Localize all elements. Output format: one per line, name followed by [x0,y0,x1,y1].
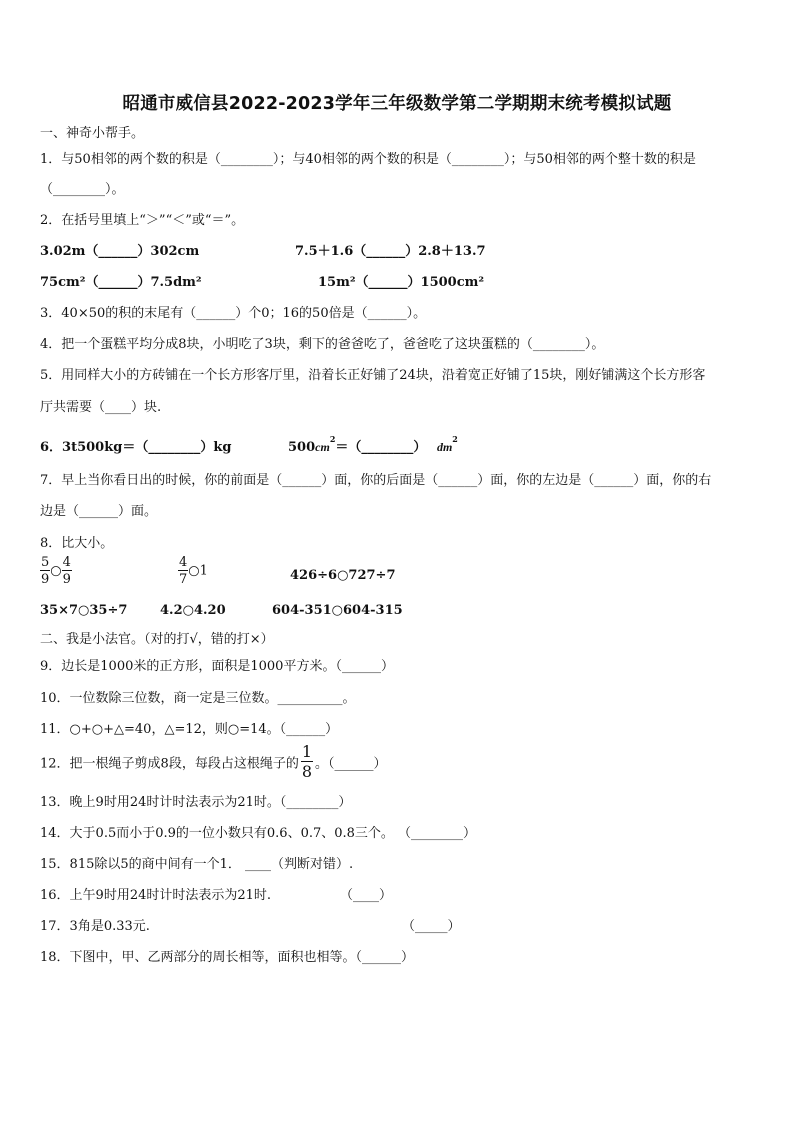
question-1-line-2: （________）。 [40,182,125,197]
question-10: 10．一位数除三位数，商一定是三位数。__________。 [40,691,356,706]
question-16-blank: （____） [340,888,393,903]
question-15: 15．815除以5的商中间有一个1． ____（判断对错）. [40,857,354,872]
question-2-row-1-left: 3.02m（______）302cm [40,244,200,259]
question-8: 8．比大小。 [40,536,114,551]
compare-circle: ○ [50,563,62,579]
question-2-row-2-right: 15m²（______）1500cm² [318,275,485,290]
question-5-line-2: 厅共需要（____）块. [40,400,162,415]
question-3: 3．40×50的积的末尾有（______）个0；16的50倍是（______）。 [40,306,427,321]
fraction-numerator: 1 [301,742,313,761]
fraction-denominator: 8 [301,762,313,781]
question-8-row-2-c: 604-351○604-315 [272,603,403,618]
question-17-blank: （_____） [402,919,461,934]
question-13: 13．晚上9时用24时计时法表示为21时。（________） [40,795,352,810]
section-1-heading: 一、神奇小帮手。 [40,126,145,141]
question-8-compare-division: 426÷6○727÷7 [290,568,396,583]
question-2-row-2-left: 75cm²（______）7.5dm² [40,275,202,290]
question-16: 16．上午9时用24时计时法表示为21时. [40,888,272,903]
question-14: 14．大于0.5而小于0.9的一位小数只有0.6、0.7、0.8三个。 （________） [40,826,477,841]
question-12-blank: 。（______） [315,756,387,772]
question-12 [40,744,387,780]
question-6-unit-dm: dm [436,440,453,454]
question-11: 11．○+○+△=40，△=12，则○=14。（______） [40,722,339,737]
fraction-numerator: 4 [179,555,188,570]
fraction-denominator: 9 [62,572,71,587]
question-2: 2．在括号里填上“＞”“＜”或“＝”。 [40,213,245,228]
question-6-part-2 [288,436,458,455]
question-6-blank: ＝（________） [335,440,427,455]
question-17: 17．3角是0.33元. [40,919,150,934]
question-7-line-2: 边是（______）面。 [40,504,158,519]
question-9: 9．边长是1000米的正方形，面积是1000平方米。（______） [40,659,394,674]
question-6-sup-2: 2 [452,434,458,444]
question-2-row-1-right: 7.5＋1.6（______）2.8＋13.7 [295,244,486,259]
question-6-part-1: 6．3t500kg＝（________）kg [40,440,232,455]
question-6-unit-cm: cm [315,440,330,454]
question-1-line-1: 1．与50相邻的两个数的积是（________）；与40相邻的两个数的积是（________）；与50相邻的两个整十数的积是 [40,152,696,167]
question-8-compare-fractions [40,556,72,586]
fraction-denominator: 7 [179,572,188,587]
question-7-line-1: 7．早上当你看日出的时候，你的前面是（______）面，你的后面是（______）面，你的左边是（______）面，你的右 [40,473,712,488]
question-8-row-2-a: 35×7○35÷7 [40,603,128,618]
question-5-line-1: 5．用同样大小的方砖铺在一个长方形客厅里，沿着长正好铺了24块，沿着宽正好铺了15块，刚好铺满这个长方形客 [40,368,706,383]
fraction-numerator: 5 [41,555,50,570]
question-18: 18．下图中，甲、乙两部分的周长相等，面积也相等。（______） [40,950,415,965]
question-6-value: 500 [288,440,316,455]
question-6-sup-1: 2 [329,434,336,444]
exam-title: 昭通市威信县2022-2023学年三年级数学第二学期期末统考模拟试题 [122,94,672,114]
question-12-text: 12．把一根绳子剪成8段，每段占这根绳子的 [40,756,299,772]
compare-one: ○1 [188,563,208,579]
question-8-compare-fraction-one [178,556,208,586]
fraction-numerator: 4 [62,555,71,570]
section-2-heading: 二、我是小法官。（对的打√，错的打×） [40,632,274,647]
fraction-denominator: 9 [41,572,50,587]
question-8-row-2-b: 4.2○4.20 [160,603,226,618]
question-4: 4．把一个蛋糕平均分成8块，小明吃了3块，剩下的爸爸吃了，爸爸吃了这块蛋糕的（________）。 [40,337,605,352]
